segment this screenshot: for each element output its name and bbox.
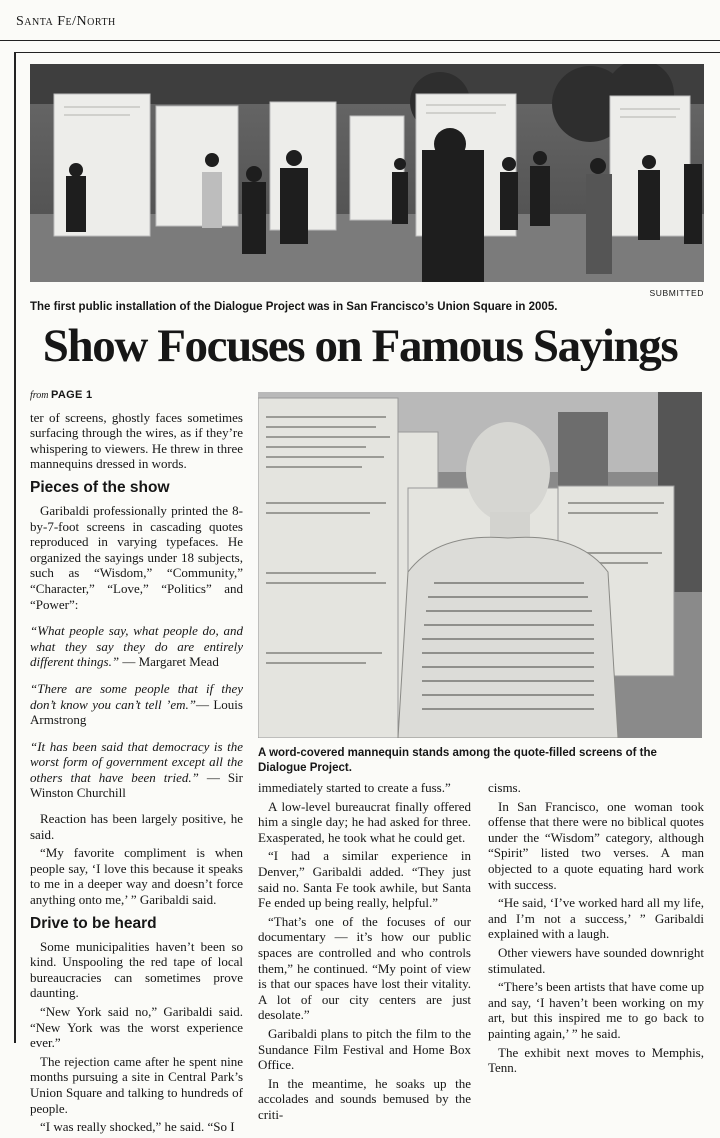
paragraph: Reaction has been largely positive, he said. [30,811,243,842]
paragraph: In San Francisco, one woman took offense that there were no biblical quotes under the “Wisdom” category, although “Spirit” listed two verses. A man objected to a quote equating hard work with success. [488,798,704,892]
paragraph: The rejection came after he spent nine months pursuing a site in Central Park’s Union Square and talking to hundreds of people. [30,1053,243,1116]
plaza-scene-image [30,64,704,282]
paragraph: Garibaldi professionally printed the 8-by-7-foot screens in cascading quotes reproduced in varying typefaces. He organized the sayings under 18 subjects, such as “Wisdom,” “Community,” “Character,” “Love,” “Politics” and “Power”: [30,502,243,612]
paragraph: “That’s one of the focuses of our documentary — it’s how our public spaces are controlled and who controls them,” he continued. “My point of view is that our spaces have lost their vitality. A lot of our city centers are just desolate.” [258,913,471,1023]
paragraph: “He said, ‘I’ve worked hard all my life, and I’m not a success,’ ” Garibaldi explained with a laugh. [488,895,704,942]
top-photo-caption: The first public installation of the Dialogue Project was in San Francisco’s Union Square in 2005. [30,301,558,313]
paragraph: “I was really shocked,” he said. “So I [40,1119,235,1135]
mannequin-photo [258,392,702,738]
paragraph: Garibaldi plans to pitch the film to the Sundance Film Festival and Home Box Office. [258,1025,471,1073]
headline: Show Focuses on Famous Sayings [42,320,678,372]
paragraph: In the meantime, he soaks up the accolades and sounds bemused by the criti- [258,1075,471,1122]
paragraph: “There’s been artists that have come up and say, ‘I haven’t been working on my art, but this inspired me to go back to painting again,’ ” he said. [488,979,704,1041]
quote-text: “There are some people that if they don’t know you can’t tell ’em.” [30,680,243,712]
column-2 [258,780,471,1125]
paragraph: “My favorite compliment is when people say, ‘I love this because it speaks to me in a deeper way and doesn’t force anything onto me,’ ” Garibaldi said. [30,845,243,908]
section-label: Santa Fe/North [16,14,116,29]
subhead-drive: Drive to be heard [30,914,157,932]
paragraph: ter of screens, ghostly faces sometimes surfacing through the wires, as if they’re whispering to viewers. He threw in three mannequins dressed in words. [30,409,243,472]
quote-attribution: — Margaret Mead [119,654,219,670]
paragraph: Other viewers have sounded downright stimulated. [488,944,704,976]
paragraph: cisms. [488,780,521,795]
header-rule [0,40,720,41]
quote-mead [30,623,243,670]
jump-line [30,388,243,404]
quote-attribution: — Sir Winston Churchill [30,769,243,801]
quote-armstrong [30,681,243,728]
paragraph: immediately started to create a fuss.” [258,780,451,795]
paragraph: “I had a similar experience in Denver,” Garibaldi added. “They just said no. Santa Fe took awhile, but Santa Fe ended up being really, helpful.” [258,848,471,911]
paragraph: The exhibit next moves to Memphis, Tenn. [488,1044,704,1076]
quote-attribution: — Louis Armstrong [30,696,243,728]
subhead-pieces: Pieces of the show [30,478,170,496]
paragraph: A low-level bureaucrat finally offered him a single day; he had asked for three. Exasperated, he took what he could get. [258,798,471,845]
jump-page-link[interactable]: PAGE 1 [51,389,93,401]
quote-text: “What people say, what people do, and what they say they do are entirely different things.” [30,623,243,670]
column-1 [30,388,243,1138]
paragraph: “New York said no,” Garibaldi said. “New York was the worst experience ever.” [30,1004,243,1051]
photo-credit: SUBMITTED [649,288,704,298]
paragraph: Some municipalities haven’t been so kind. Unspooling the red tape of local bureaucracies can sometimes prove daunting. [30,938,243,1001]
quote-text: “It has been said that democracy is the worst form of government except all the others that have been tried.” [30,738,243,785]
mannequin-scene-image [258,392,702,738]
top-photo [30,64,704,282]
quote-churchill [30,739,243,801]
jump-from: from [30,390,49,401]
mannequin-photo-caption: A word-covered mannequin stands among the quote-filled screens of the Dialogue Project. [258,747,657,774]
column-3 [488,780,704,1079]
